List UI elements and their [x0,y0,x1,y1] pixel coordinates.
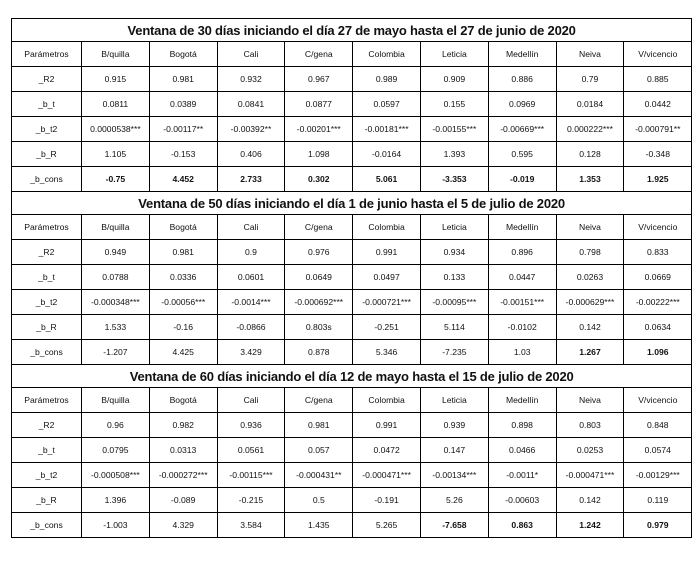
value-cell: -0.00115*** [217,463,285,488]
table-row [12,92,692,117]
value-cell: 0.936 [217,413,285,438]
value-cell: 3.584 [217,513,285,538]
value-cell: 0.119 [624,488,692,513]
table-row [12,340,692,365]
table-row [12,167,692,192]
table-row [12,265,692,290]
value-cell: -0.215 [217,488,285,513]
value-cell: 1.396 [82,488,150,513]
column-header: B/quilla [82,42,150,67]
column-header: Neiva [556,388,624,413]
value-cell: -0.000431** [285,463,353,488]
value-cell: -0.0164 [353,142,421,167]
parameter-label: _b_cons [12,167,82,192]
column-header: Parámetros [12,388,82,413]
value-cell: -0.000348*** [82,290,150,315]
value-cell: 1.353 [556,167,624,192]
column-header: B/quilla [82,388,150,413]
value-cell: -0.000508*** [82,463,150,488]
column-header: Medellín [488,388,556,413]
value-cell: 0.79 [556,67,624,92]
value-cell: 0.898 [488,413,556,438]
value-cell: 0.0969 [488,92,556,117]
value-cell: 0.0649 [285,265,353,290]
value-cell: 0.0597 [353,92,421,117]
column-header: Bogotá [149,388,217,413]
parameter-label: _b_t2 [12,117,82,142]
value-cell: 0.863 [488,513,556,538]
value-cell: 0.0263 [556,265,624,290]
column-header: V/vicencio [624,388,692,413]
regression-results-table [11,18,692,538]
table-row [12,463,692,488]
value-cell: 0.155 [420,92,488,117]
parameter-label: _b_R [12,488,82,513]
value-cell: 0.878 [285,340,353,365]
value-cell: 0.0336 [149,265,217,290]
value-cell: 5.26 [420,488,488,513]
value-cell: 0.0795 [82,438,150,463]
value-cell: 0.5 [285,488,353,513]
value-cell: 5.061 [353,167,421,192]
value-cell: -0.0011* [488,463,556,488]
value-cell: 0.000222*** [556,117,624,142]
parameter-label: _b_t2 [12,463,82,488]
parameter-label: _R2 [12,67,82,92]
column-header: Medellín [488,215,556,240]
value-cell: 0.0601 [217,265,285,290]
column-header: Cali [217,388,285,413]
table-row [12,67,692,92]
value-cell: -0.0866 [217,315,285,340]
value-cell: 0.0466 [488,438,556,463]
value-cell: -0.00134*** [420,463,488,488]
value-cell: 0.0788 [82,265,150,290]
value-cell: 0.406 [217,142,285,167]
value-cell: 1.267 [556,340,624,365]
column-header: Bogotá [149,215,217,240]
column-header: V/vicencio [624,215,692,240]
value-cell: 0.798 [556,240,624,265]
value-cell: -0.00669*** [488,117,556,142]
value-cell: 0.0389 [149,92,217,117]
value-cell: 5.346 [353,340,421,365]
value-cell: 4.425 [149,340,217,365]
value-cell: 0.981 [285,413,353,438]
column-header: C/gena [285,42,353,67]
value-cell: 0.989 [353,67,421,92]
value-cell: 0.0561 [217,438,285,463]
parameter-label: _b_cons [12,513,82,538]
value-cell: 0.0442 [624,92,692,117]
table-row [12,488,692,513]
column-header: Leticia [420,42,488,67]
value-cell: 0.896 [488,240,556,265]
value-cell: 0.885 [624,67,692,92]
value-cell: -0.0014*** [217,290,285,315]
column-header: Colombia [353,42,421,67]
value-cell: 1.096 [624,340,692,365]
window-title: Ventana de 60 días iniciando el día 12 de mayo hasta el 15 de julio de 2020 [12,365,692,388]
value-cell: -0.00392** [217,117,285,142]
column-header: B/quilla [82,215,150,240]
parameter-label: _R2 [12,413,82,438]
column-header: Colombia [353,215,421,240]
header-row [12,388,692,413]
column-header: Neiva [556,215,624,240]
value-cell: -1.207 [82,340,150,365]
value-cell: -0.191 [353,488,421,513]
value-cell: 0.96 [82,413,150,438]
value-cell: 0.803 [556,413,624,438]
parameter-label: _b_R [12,315,82,340]
value-cell: -0.00095*** [420,290,488,315]
value-cell: 0.981 [149,67,217,92]
column-header: Leticia [420,388,488,413]
table-row [12,513,692,538]
column-header: Colombia [353,388,421,413]
value-cell: -0.00222*** [624,290,692,315]
value-cell: 0.0447 [488,265,556,290]
value-cell: 4.329 [149,513,217,538]
value-cell: 0.939 [420,413,488,438]
value-cell: 0.0497 [353,265,421,290]
parameter-label: _b_t [12,92,82,117]
value-cell: 0.967 [285,67,353,92]
value-cell: -0.00117** [149,117,217,142]
header-row [12,42,692,67]
value-cell: -7.235 [420,340,488,365]
value-cell: 0.128 [556,142,624,167]
value-cell: -0.000272*** [149,463,217,488]
value-cell: 0.0877 [285,92,353,117]
value-cell: -0.00181*** [353,117,421,142]
value-cell: -0.000471*** [556,463,624,488]
value-cell: 0.142 [556,488,624,513]
value-cell: 0.057 [285,438,353,463]
value-cell: -0.75 [82,167,150,192]
value-cell: 1.03 [488,340,556,365]
value-cell: -0.00155*** [420,117,488,142]
column-header: Medellín [488,42,556,67]
column-header: Parámetros [12,42,82,67]
value-cell: 5.114 [420,315,488,340]
column-header: Leticia [420,215,488,240]
column-header: Parámetros [12,215,82,240]
parameter-label: _b_R [12,142,82,167]
column-header: Cali [217,215,285,240]
column-header: Neiva [556,42,624,67]
value-cell: -0.16 [149,315,217,340]
parameter-label: _b_t2 [12,290,82,315]
value-cell: 0.0313 [149,438,217,463]
column-header: V/vicencio [624,42,692,67]
value-cell: 0.976 [285,240,353,265]
value-cell: 0.595 [488,142,556,167]
column-header: C/gena [285,215,353,240]
value-cell: -1.003 [82,513,150,538]
value-cell: 0.142 [556,315,624,340]
value-cell: 0.147 [420,438,488,463]
parameter-label: _b_cons [12,340,82,365]
value-cell: -0.000721*** [353,290,421,315]
window-title: Ventana de 30 días iniciando el día 27 de mayo hasta el 27 de junio de 2020 [12,19,692,42]
value-cell: 0.915 [82,67,150,92]
column-header: Cali [217,42,285,67]
table-row [12,413,692,438]
value-cell: 0.991 [353,413,421,438]
value-cell: 1.098 [285,142,353,167]
value-cell: -0.00603 [488,488,556,513]
parameter-label: _b_t [12,438,82,463]
table-row [12,315,692,340]
value-cell: -0.089 [149,488,217,513]
value-cell: 0.0574 [624,438,692,463]
value-cell: -0.348 [624,142,692,167]
value-cell: -3.353 [420,167,488,192]
value-cell: 4.452 [149,167,217,192]
table-row [12,240,692,265]
value-cell: 0.0472 [353,438,421,463]
value-cell: 1.925 [624,167,692,192]
table-row [12,290,692,315]
value-cell: 1.435 [285,513,353,538]
value-cell: 0.848 [624,413,692,438]
value-cell: 0.991 [353,240,421,265]
value-cell: 0.302 [285,167,353,192]
value-cell: 0.833 [624,240,692,265]
value-cell: -0.251 [353,315,421,340]
table-row [12,117,692,142]
value-cell: -0.0102 [488,315,556,340]
value-cell: 0.949 [82,240,150,265]
results-table-container [11,18,681,538]
value-cell: -0.153 [149,142,217,167]
table-row [12,142,692,167]
value-cell: -0.00129*** [624,463,692,488]
table-row [12,438,692,463]
value-cell: -0.000471*** [353,463,421,488]
value-cell: -0.000791** [624,117,692,142]
value-cell: 1.242 [556,513,624,538]
value-cell: 0.886 [488,67,556,92]
value-cell: 1.105 [82,142,150,167]
value-cell: 1.533 [82,315,150,340]
value-cell: 0.932 [217,67,285,92]
value-cell: 0.0811 [82,92,150,117]
parameter-label: _b_t [12,265,82,290]
value-cell: 1.393 [420,142,488,167]
value-cell: 0.982 [149,413,217,438]
value-cell: 0.909 [420,67,488,92]
value-cell: 0.981 [149,240,217,265]
value-cell: 0.979 [624,513,692,538]
value-cell: 0.0253 [556,438,624,463]
value-cell: 5.265 [353,513,421,538]
window-title: Ventana de 50 días iniciando el día 1 de junio hasta el 5 de julio de 2020 [12,192,692,215]
value-cell: 0.0184 [556,92,624,117]
value-cell: 0.803s [285,315,353,340]
value-cell: -0.00151*** [488,290,556,315]
header-row [12,215,692,240]
value-cell: -0.019 [488,167,556,192]
column-header: C/gena [285,388,353,413]
value-cell: -0.00056*** [149,290,217,315]
value-cell: 3.429 [217,340,285,365]
value-cell: 2.733 [217,167,285,192]
value-cell: -7.658 [420,513,488,538]
value-cell: -0.00201*** [285,117,353,142]
value-cell: 0.0000538*** [82,117,150,142]
value-cell: 0.934 [420,240,488,265]
value-cell: 0.0634 [624,315,692,340]
column-header: Bogotá [149,42,217,67]
parameter-label: _R2 [12,240,82,265]
value-cell: 0.0669 [624,265,692,290]
value-cell: -0.000692*** [285,290,353,315]
value-cell: 0.0841 [217,92,285,117]
value-cell: -0.000629*** [556,290,624,315]
value-cell: 0.133 [420,265,488,290]
value-cell: 0.9 [217,240,285,265]
